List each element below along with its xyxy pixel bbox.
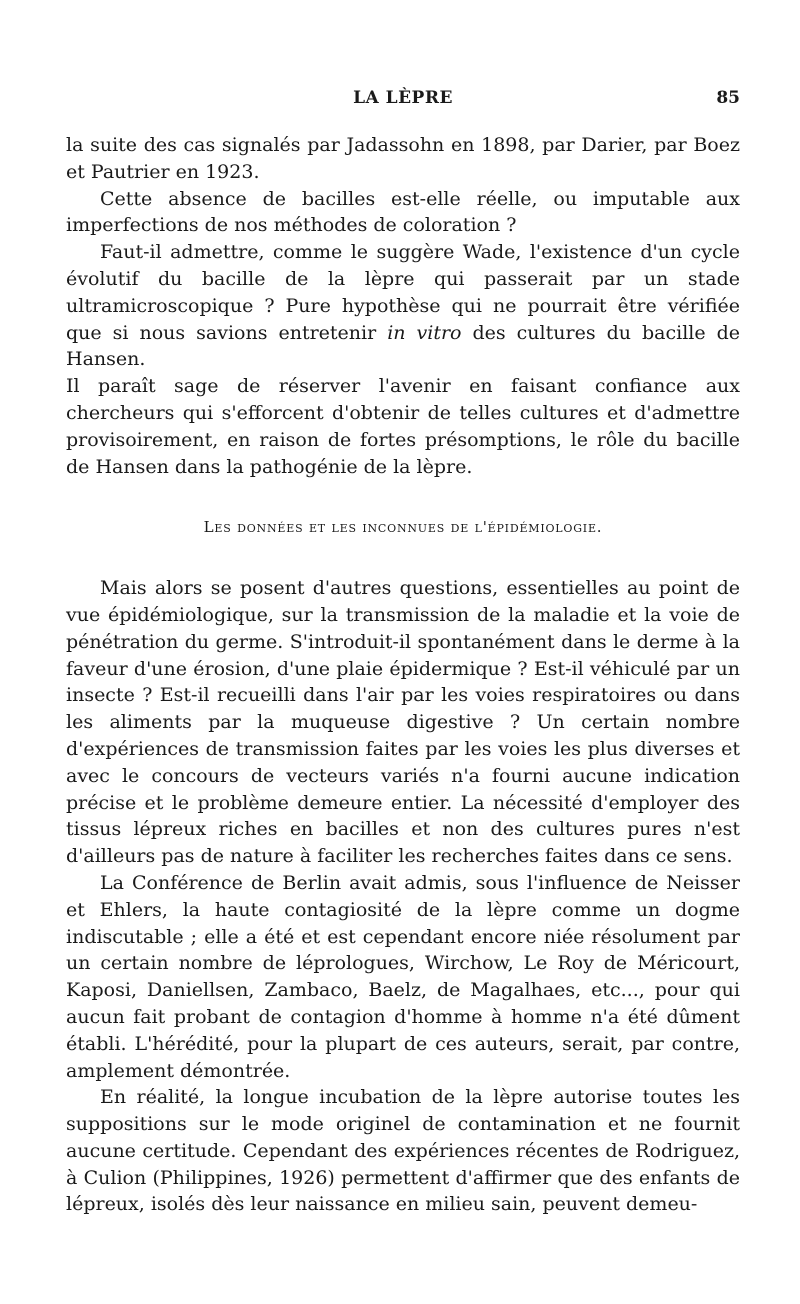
paragraph-text: Faut-il admettre, comme le suggère Wade, l'existence d'un cycle évolutif du bacille de la lèpre qui passerait par un stade ultramicroscopique ? Pure hypothèse qui ne pourrait être vérifiée que si nous savions entretenir [66, 241, 740, 344]
paragraph-continuation: la suite des cas signalés par Jadassohn en 1898, par Darier, par Boez et Pautrier en 1923. [66, 134, 740, 183]
page-number: 85 [716, 88, 740, 108]
paragraph: Il paraît sage de réserver l'avenir en faisant confiance aux chercheurs qui s'efforcent d'obtenir de telles cultures et d'admettre provisoirement, en raison de fortes présomptions, le rôle du bacille de Hansen dans la pathogénie de la lèpre. [66, 375, 740, 478]
paragraph-hypothesis [66, 239, 740, 373]
italic-term: in vitro [387, 321, 462, 344]
paragraph-text: des cultures du bacille de Hansen. [66, 321, 741, 371]
paragraph: En réalité, la longue incubation de la lèpre autorise toutes les suppositions sur le mode originel de contamination et ne fournit aucune certitude. Cependant des expériences récentes de Rodriguez, à Culion (Philippines, 1926) permettent d'affirmer que des enfants de lépreux, isolés dès leur naissance en milieu sain, peuvent demeu- [66, 1086, 740, 1216]
page-header [66, 88, 740, 118]
paragraph: Cette absence de bacilles est-elle réelle, ou imputable aux imperfections de nos méthodes de coloration ? [66, 187, 740, 237]
page-body [66, 132, 740, 1218]
paragraph: La Conférence de Berlin avait admis, sous l'influence de Neisser et Ehlers, la haute contagiosité de la lèpre comme un dogme indiscutable ; elle a été et est cependant encore niée résolument par un certain nombre de léprologues, Wirchow, Le Roy de Méricourt, Kaposi, Daniellsen, Zambaco, Baelz, de Magalhaes, etc..., pour qui aucun fait probant de contagion d'homme à homme n'a été dûment établi. L'hérédité, pour la plupart de ces auteurs, serait, par contre, amplement démontrée. [66, 871, 740, 1082]
running-title: LA LÈPRE [353, 88, 453, 108]
paragraph: Mais alors se posent d'autres questions, essentielles au point de vue épidémiologique, sur la transmission de la maladie et la voie de pénétration du germe. S'introduit-il spontanément dans le derme à la faveur d'une érosion, d'une plaie épidermique ? Est-il véhiculé par un insecte ? Est-il recueilli dans l'air par les voies respiratoires ou dans les aliments par la muqueuse digestive ? Un certain nombre d'expériences de transmission faites par les voies les plus diverses et avec le concours de vecteurs variés n'a fourni aucune indication précise et le problème demeure entier. La nécessité d'employer des tissus lépreux riches en bacilles et non des cultures pures n'est d'ailleurs pas de nature à faciliter les recherches faites dans ce sens. [66, 577, 740, 868]
section-heading: Les données et les inconnues de l'épidémiologie. [203, 518, 603, 537]
